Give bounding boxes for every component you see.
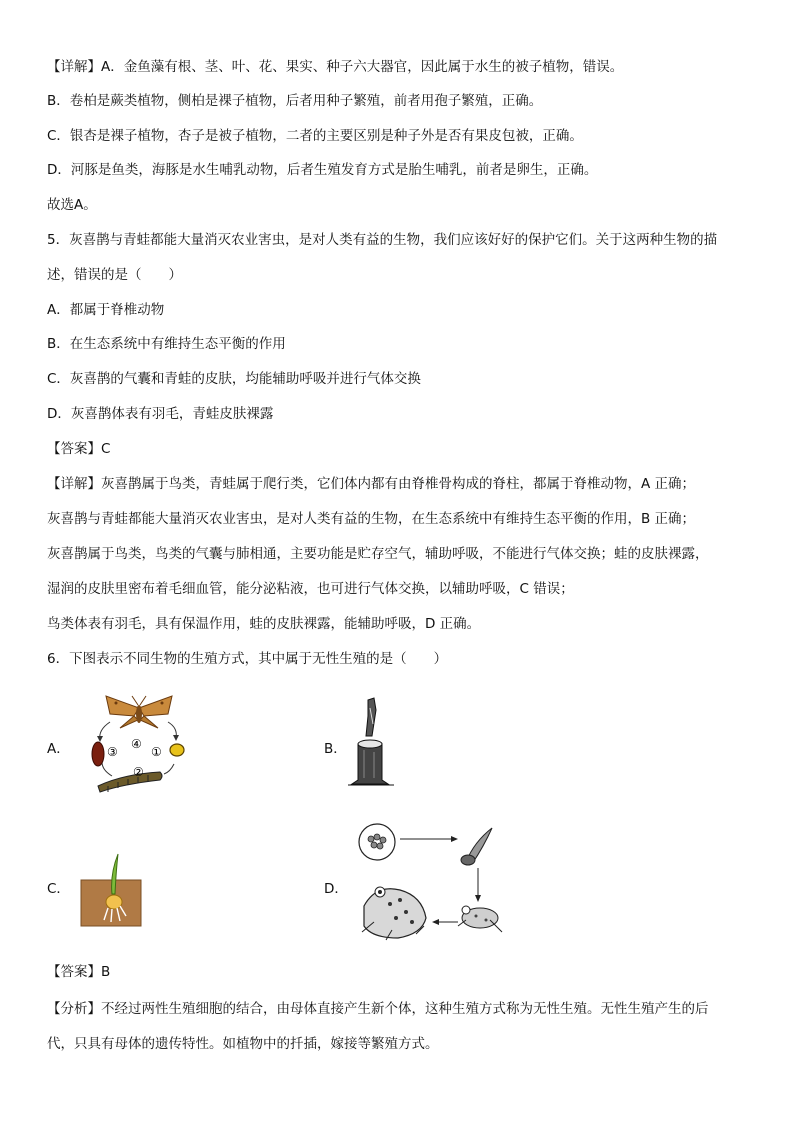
larva-icon — [98, 772, 162, 792]
q6-option-c-label: C． — [47, 881, 70, 897]
cycle-number-4: ④ — [131, 737, 142, 751]
explain-q4-a: 【详解】A．金鱼藻有根、茎、叶、花、果实、种子六大器官，因此属于水生的被子植物，错误。 — [47, 59, 624, 75]
young-frog-icon — [458, 906, 502, 932]
explain-q4-b: B．卷柏是蕨类植物，侧柏是裸子植物，后者用种子繁殖，前者用孢子繁殖，正确。 — [47, 93, 543, 109]
cycle-number-3: ③ — [107, 745, 118, 759]
answer-select-q4: 故选A。 — [47, 197, 97, 213]
q6-option-b-label: B． — [324, 741, 347, 757]
frog-life-cycle-figure — [356, 822, 508, 942]
q5-explain-4: 湿润的皮肤里密布着毛细血管，能分泌粘液，也可进行气体交换，以辅助呼吸，C 错误； — [47, 581, 574, 597]
q6-analysis-1: 【分析】不经过两性生殖细胞的结合，由母体直接产生新个体，这种生殖方式称为无性生殖。无性生殖产生的后 — [47, 1001, 709, 1017]
question-5-stem: 5．灰喜鹊与青蛙都能大量消灭农业害虫，是对人类有益的生物，我们应该好好的保护它们。关于这两种生物的描 — [47, 232, 718, 248]
egg-icon — [170, 744, 184, 756]
moth-icon — [106, 696, 172, 728]
explain-q4-c: C．银杏是裸子植物，杏子是被子植物，二者的主要区别是种子外是否有果皮包被，正确。 — [47, 128, 583, 144]
seed-germination-figure — [80, 850, 142, 928]
q6-option-a-label: A． — [47, 741, 70, 757]
q5-explain-2: 灰喜鹊与青蛙都能大量消灭农业害虫，是对人类有益的生物，在生态系统中有维持生态平衡的作用，B 正确； — [47, 511, 696, 527]
q5-answer: 【答案】C — [47, 441, 111, 457]
question-5-stem-cont: 述，错误的是（ ） — [47, 267, 182, 283]
question-6-stem: 6．下图表示不同生物的生殖方式，其中属于无性生殖的是（ ） — [47, 651, 448, 667]
q5-explain-3: 灰喜鹊属于鸟类，鸟类的气囊与肺相通，主要功能是贮存空气，辅助呼吸，不能进行气体交换；蛙的皮肤裸露， — [47, 546, 709, 562]
tadpole-icon — [461, 828, 492, 865]
grafting-figure — [346, 696, 396, 788]
cycle-number-1: ① — [151, 745, 162, 759]
scion-icon — [366, 698, 376, 736]
q5-option-c: C．灰喜鹊的气囊和青蛙的皮肤，均能辅助呼吸并进行气体交换 — [47, 371, 421, 387]
stump-icon — [348, 740, 394, 785]
q5-explain-5: 鸟类体表有羽毛，具有保温作用，蛙的皮肤裸露，能辅助呼吸，D 正确。 — [47, 616, 481, 632]
moth-life-cycle-figure — [84, 686, 194, 798]
q5-option-a: A．都属于脊椎动物 — [47, 302, 165, 318]
cycle-number-2: ② — [133, 765, 144, 779]
frog-eggs-icon — [359, 824, 395, 860]
q5-explain-1: 【详解】灰喜鹊属于鸟类，青蛙属于爬行类，它们体内都有由脊椎骨构成的脊柱，都属于脊椎动物，A 正确； — [47, 476, 696, 492]
adult-frog-icon — [362, 887, 426, 940]
q6-option-d-label: D． — [324, 881, 348, 897]
q5-option-d: D．灰喜鹊体表有羽毛，青蛙皮肤裸露 — [47, 406, 274, 422]
q6-answer: 【答案】B — [47, 964, 111, 980]
explain-q4-d: D．河豚是鱼类，海豚是水生哺乳动物，后者生殖发育方式是胎生哺乳，前者是卵生，正确。 — [47, 162, 598, 178]
q6-analysis-2: 代，只具有母体的遗传特性。如植物中的扦插，嫁接等繁殖方式。 — [47, 1036, 439, 1052]
pupa-icon — [92, 742, 104, 766]
q5-option-b: B．在生态系统中有维持生态平衡的作用 — [47, 336, 286, 352]
